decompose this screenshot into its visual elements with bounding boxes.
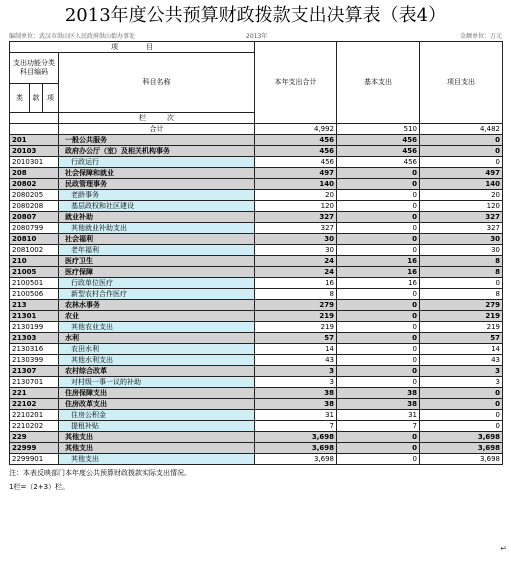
row-project: 0 (420, 399, 503, 410)
row-code: 22999 (10, 443, 59, 454)
row-total: 3,698 (255, 432, 337, 443)
table-row (10, 289, 503, 300)
row-subject-name: 其他支出 (59, 454, 255, 465)
row-subject-name: 对村级一事一议的补助 (59, 377, 255, 388)
row-code: 2210201 (10, 410, 59, 421)
row-project: 8 (420, 267, 503, 278)
row-code: 20802 (10, 179, 59, 190)
row-code: 2100506 (10, 289, 59, 300)
compiling-unit: 编制单位：武汉市洪山区人民政府洪山街办事处 (9, 33, 136, 40)
row-project: 279 (420, 300, 503, 311)
row-project: 0 (420, 410, 503, 421)
row-basic: 0 (337, 234, 420, 245)
row-total: 219 (255, 311, 337, 322)
row-code: 2080208 (10, 201, 59, 212)
row-total: 3 (255, 366, 337, 377)
header-kuan: 款 (30, 84, 43, 113)
row-total: 31 (255, 410, 337, 421)
total-row-total: 4,992 (255, 124, 337, 135)
row-code: 22102 (10, 399, 59, 410)
row-subject-name: 社会保障和就业 (59, 168, 255, 179)
table-row (10, 278, 503, 289)
row-total: 3,698 (255, 443, 337, 454)
table-row (10, 344, 503, 355)
row-code: 2130399 (10, 355, 59, 366)
row-project: 0 (420, 388, 503, 399)
row-basic: 0 (337, 168, 420, 179)
header-total: 本年支出合计 (255, 42, 337, 124)
row-subject-name: 行政运行 (59, 157, 255, 168)
page-title: 2013年度公共预算财政拨款支出决算表（表4） (64, 5, 447, 26)
row-project: 3,698 (420, 443, 503, 454)
row-total: 38 (255, 399, 337, 410)
row-total: 8 (255, 289, 337, 300)
row-total: 20 (255, 190, 337, 201)
row-subject-name: 新型农村合作医疗 (59, 289, 255, 300)
row-code: 21303 (10, 333, 59, 344)
row-subject-name: 其他就业补助支出 (59, 223, 255, 234)
table-row (10, 212, 503, 223)
row-subject-name: 政府办公厅（室）及相关机构事务 (59, 146, 255, 157)
row-basic: 0 (337, 377, 420, 388)
row-project: 43 (420, 355, 503, 366)
row-total: 456 (255, 146, 337, 157)
table-row (10, 267, 503, 278)
total-row-label: 合计 (59, 124, 255, 135)
row-code: 2080799 (10, 223, 59, 234)
row-project: 57 (420, 333, 503, 344)
row-total: 120 (255, 201, 337, 212)
table-row (10, 256, 503, 267)
row-total: 57 (255, 333, 337, 344)
row-code: 2299901 (10, 454, 59, 465)
row-basic: 0 (337, 443, 420, 454)
table-row (10, 388, 503, 399)
row-subject-name: 社会福利 (59, 234, 255, 245)
row-project: 8 (420, 256, 503, 267)
row-basic: 7 (337, 421, 420, 432)
row-project: 327 (420, 212, 503, 223)
row-subject-name: 其他支出 (59, 443, 255, 454)
table-row (10, 201, 503, 212)
row-total: 7 (255, 421, 337, 432)
expenditure-table (9, 41, 503, 465)
row-basic: 0 (337, 289, 420, 300)
footnote-formula: 1栏=（2+3）栏。 (9, 483, 70, 491)
row-subject-name: 水利 (59, 333, 255, 344)
table-body (10, 42, 503, 465)
table-row (10, 146, 503, 157)
row-code: 21301 (10, 311, 59, 322)
row-subject-name: 农业 (59, 311, 255, 322)
row-subject-name: 农林水事务 (59, 300, 255, 311)
row-total: 497 (255, 168, 337, 179)
table-row (10, 454, 503, 465)
row-code: 201 (10, 135, 59, 146)
table-row (10, 432, 503, 443)
row-basic: 0 (337, 212, 420, 223)
row-code: 20103 (10, 146, 59, 157)
report-year: 2013年 (246, 33, 268, 40)
table-row (10, 135, 503, 146)
row-code: 2210202 (10, 421, 59, 432)
row-code: 213 (10, 300, 59, 311)
table-row (10, 366, 503, 377)
row-basic: 0 (337, 322, 420, 333)
row-basic: 0 (337, 366, 420, 377)
row-project: 3,698 (420, 432, 503, 443)
row-subject-name: 提租补贴 (59, 421, 255, 432)
table-row (10, 300, 503, 311)
row-subject-name: 其他支出 (59, 432, 255, 443)
amount-unit: 金额单位：万元 (459, 33, 502, 40)
table-row (10, 355, 503, 366)
row-project: 30 (420, 234, 503, 245)
row-total: 38 (255, 388, 337, 399)
table-row (10, 399, 503, 410)
row-basic: 38 (337, 388, 420, 399)
row-code: 2081002 (10, 245, 59, 256)
row-code: 2130199 (10, 322, 59, 333)
row-subject-name: 住房公积金 (59, 410, 255, 421)
table-row (10, 179, 503, 190)
row-total: 3 (255, 377, 337, 388)
row-total: 24 (255, 256, 337, 267)
row-subject-name: 农村综合改革 (59, 366, 255, 377)
row-basic: 0 (337, 223, 420, 234)
row-total: 16 (255, 278, 337, 289)
row-project: 14 (420, 344, 503, 355)
row-basic: 456 (337, 135, 420, 146)
row-basic: 16 (337, 256, 420, 267)
row-project: 0 (420, 421, 503, 432)
row-subject-name: 医疗卫生 (59, 256, 255, 267)
table-row (10, 245, 503, 256)
row-basic: 456 (337, 157, 420, 168)
row-code: 20807 (10, 212, 59, 223)
row-project: 120 (420, 201, 503, 212)
table-row (10, 190, 503, 201)
row-subject-name: 行政单位医疗 (59, 278, 255, 289)
header-xiang: 项 (43, 84, 59, 113)
row-project: 497 (420, 168, 503, 179)
row-code: 2130316 (10, 344, 59, 355)
row-total: 30 (255, 245, 337, 256)
header-func-code: 支出功能分类科目编码 (10, 53, 59, 84)
row-total: 140 (255, 179, 337, 190)
table-row (10, 223, 503, 234)
row-basic: 0 (337, 201, 420, 212)
row-basic: 31 (337, 410, 420, 421)
row-project: 3,698 (420, 454, 503, 465)
table-row (10, 311, 503, 322)
row-code: 221 (10, 388, 59, 399)
row-total: 219 (255, 322, 337, 333)
table-row (10, 322, 503, 333)
row-code: 21005 (10, 267, 59, 278)
header-project: 项 目 (10, 42, 255, 53)
row-code: 2010301 (10, 157, 59, 168)
row-project: 0 (420, 135, 503, 146)
row-code: 210 (10, 256, 59, 267)
return-mark-icon: ↵ (500, 544, 507, 553)
table-row (10, 443, 503, 454)
row-total: 3,698 (255, 454, 337, 465)
table-row (10, 421, 503, 432)
row-code: 2080205 (10, 190, 59, 201)
row-basic: 16 (337, 267, 420, 278)
row-code: 208 (10, 168, 59, 179)
row-subject-name: 一般公共服务 (59, 135, 255, 146)
row-subject-name: 住房保障支出 (59, 388, 255, 399)
total-row-basic: 510 (337, 124, 420, 135)
row-subject-name: 其他水利支出 (59, 355, 255, 366)
row-project: 219 (420, 311, 503, 322)
table-row (10, 377, 503, 388)
table-row (10, 157, 503, 168)
row-basic: 0 (337, 179, 420, 190)
row-code: 20810 (10, 234, 59, 245)
row-code: 229 (10, 432, 59, 443)
row-project: 3 (420, 377, 503, 388)
row-total: 456 (255, 135, 337, 146)
row-total: 327 (255, 223, 337, 234)
row-total: 30 (255, 234, 337, 245)
row-project: 0 (420, 146, 503, 157)
row-code: 2100501 (10, 278, 59, 289)
row-basic: 0 (337, 311, 420, 322)
footnote-scope: 注：本表反映部门本年度公共预算财政拨款实际支出情况。 (9, 469, 191, 477)
header-column-index: 栏 次 (59, 113, 255, 124)
row-total: 14 (255, 344, 337, 355)
row-subject-name: 基层政权和社区建设 (59, 201, 255, 212)
row-project: 327 (420, 223, 503, 234)
row-basic: 0 (337, 190, 420, 201)
row-code: 21307 (10, 366, 59, 377)
row-basic: 0 (337, 245, 420, 256)
row-subject-name: 住房改革支出 (59, 399, 255, 410)
header-lei: 类 (10, 84, 30, 113)
row-basic: 0 (337, 454, 420, 465)
row-basic: 16 (337, 278, 420, 289)
row-project: 0 (420, 278, 503, 289)
row-subject-name: 医疗保障 (59, 267, 255, 278)
row-total: 456 (255, 157, 337, 168)
row-project: 20 (420, 190, 503, 201)
header-project-exp: 项目支出 (420, 42, 503, 124)
row-subject-name: 其他农业支出 (59, 322, 255, 333)
row-project: 3 (420, 366, 503, 377)
table-row (10, 333, 503, 344)
table-row (10, 168, 503, 179)
row-total: 279 (255, 300, 337, 311)
row-basic: 0 (337, 344, 420, 355)
row-subject-name: 农田水利 (59, 344, 255, 355)
row-project: 8 (420, 289, 503, 300)
row-total: 24 (255, 267, 337, 278)
row-subject-name: 老龄事务 (59, 190, 255, 201)
row-basic: 456 (337, 146, 420, 157)
table-row (10, 410, 503, 421)
row-subject-name: 老年福利 (59, 245, 255, 256)
row-basic: 0 (337, 300, 420, 311)
row-subject-name: 民政管理事务 (59, 179, 255, 190)
row-subject-name: 就业补助 (59, 212, 255, 223)
row-project: 219 (420, 322, 503, 333)
table-row (10, 234, 503, 245)
row-basic: 38 (337, 399, 420, 410)
header-basic: 基本支出 (337, 42, 420, 124)
row-code: 2130701 (10, 377, 59, 388)
row-basic: 0 (337, 432, 420, 443)
row-basic: 0 (337, 333, 420, 344)
row-basic: 0 (337, 355, 420, 366)
row-project: 0 (420, 157, 503, 168)
header-subject-name: 科目名称 (59, 53, 255, 113)
total-row-project: 4,482 (420, 124, 503, 135)
row-total: 327 (255, 212, 337, 223)
row-project: 30 (420, 245, 503, 256)
row-project: 140 (420, 179, 503, 190)
row-total: 43 (255, 355, 337, 366)
